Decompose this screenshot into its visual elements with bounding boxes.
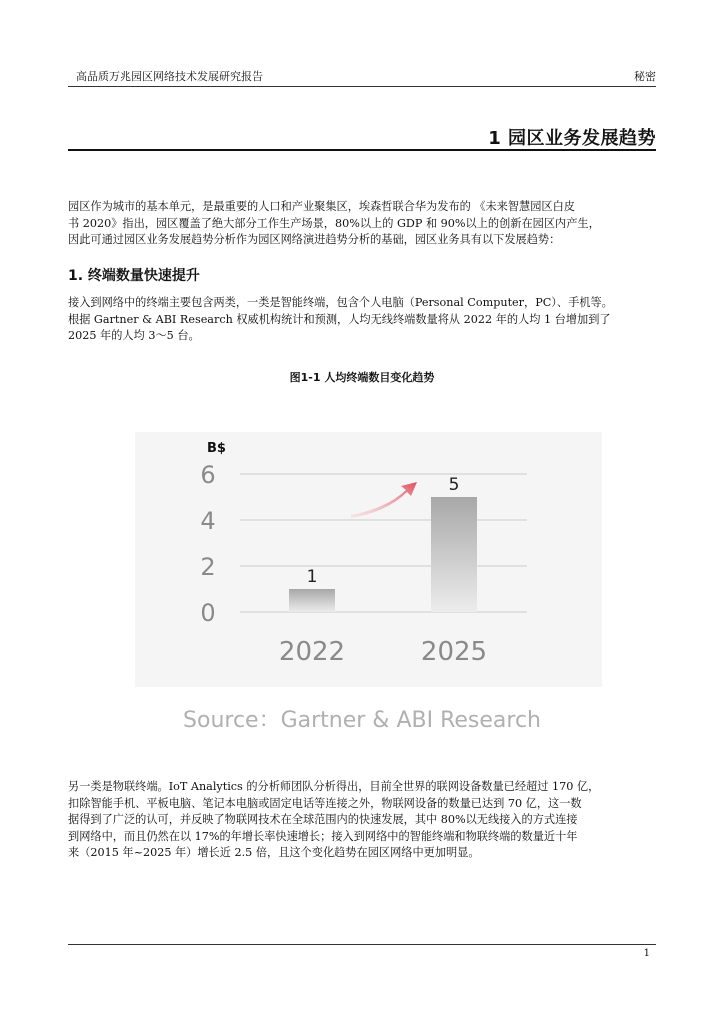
paragraph-line: 园区作为城市的基本单元，是最重要的人口和产业聚集区，埃森哲联合华为发布的 《未来智慧园区白皮 <box>68 200 575 213</box>
y-tick-label: 2 <box>200 553 216 581</box>
page-number: 1 <box>643 948 650 959</box>
paragraph-line: 另一类是物联终端。IoT Analytics 的分析师团队分析得出，目前全世界的联网设备数量已经超过 170 亿， <box>68 780 600 793</box>
growth-arrow-icon <box>351 482 417 518</box>
chart-canvas <box>135 432 602 687</box>
header-divider <box>68 86 656 87</box>
footer-divider <box>68 944 656 945</box>
x-tick-label: 2025 <box>420 637 488 667</box>
page-header <box>68 69 656 85</box>
figure-source: Source：Gartner & ABI Research <box>183 708 541 733</box>
x-tick-label: 2022 <box>278 637 346 667</box>
section-title: 1. 终端数量快速提升 <box>68 268 200 284</box>
y-tick-label: 4 <box>200 507 216 535</box>
y-axis-label: B$ <box>207 441 226 456</box>
data-label: 5 <box>448 475 460 495</box>
paragraph-line: 来（2015 年~2025 年）增长近 2.5 倍，且这个变化趋势在园区网络中更加明显。 <box>68 846 480 860</box>
section1-paragraph <box>68 295 658 345</box>
figure-caption: 图1-1 人均终端数目变化趋势 <box>289 371 435 384</box>
classification-label: 秘密 <box>634 70 656 83</box>
paragraph-line: 接入到网络中的终端主要包含两类，一类是智能终端，包含个人电脑（Personal Computer，PC）、手机等。 <box>68 296 613 309</box>
iot-paragraph <box>68 779 658 862</box>
bar-2022 <box>289 589 335 612</box>
y-tick-label: 6 <box>200 461 216 489</box>
chapter-divider <box>68 149 656 151</box>
report-title: 高品质万兆园区网络技术发展研究报告 <box>76 70 263 83</box>
y-tick-label: 0 <box>200 599 216 627</box>
paragraph-line: 据得到了广泛的认可，并反映了物联网技术在全球范围内的快速发展，其中 80%以无线接入的方式连接 <box>68 813 578 827</box>
bar-2025 <box>431 497 477 612</box>
paragraph-line: 根据 Gartner & ABI Research 权威机构统计和预测，人均无线终端数量将从 2022 年的人均 1 台增加到了 <box>68 312 611 326</box>
data-label: 1 <box>306 567 318 587</box>
terminal-count-chart <box>135 432 602 687</box>
paragraph-line: 扣除智能手机、平板电脑、笔记本电脑或固定电话等连接之外，物联网设备的数量已达到 70 亿，这一数 <box>68 796 582 810</box>
intro-paragraph <box>68 199 658 249</box>
paragraph-line: 书 2020》指出，园区覆盖了绝大部分工作生产场景，80%以上的 GDP 和 90%以上的创新在园区内产生， <box>68 216 600 230</box>
chapter-title: 1 园区业务发展趋势 <box>488 128 656 149</box>
paragraph-line: 到网络中，而且仍然在以 17%的年增长率快速增长；接入到网络中的智能终端和物联终端的数量近十年 <box>68 829 578 843</box>
paragraph-line: 因此可通过园区业务发展趋势分析作为园区网络演进趋势分析的基础，园区业务具有以下发展趋势： <box>68 233 561 247</box>
paragraph-line: 2025 年的人均 3～5 台。 <box>68 329 200 343</box>
